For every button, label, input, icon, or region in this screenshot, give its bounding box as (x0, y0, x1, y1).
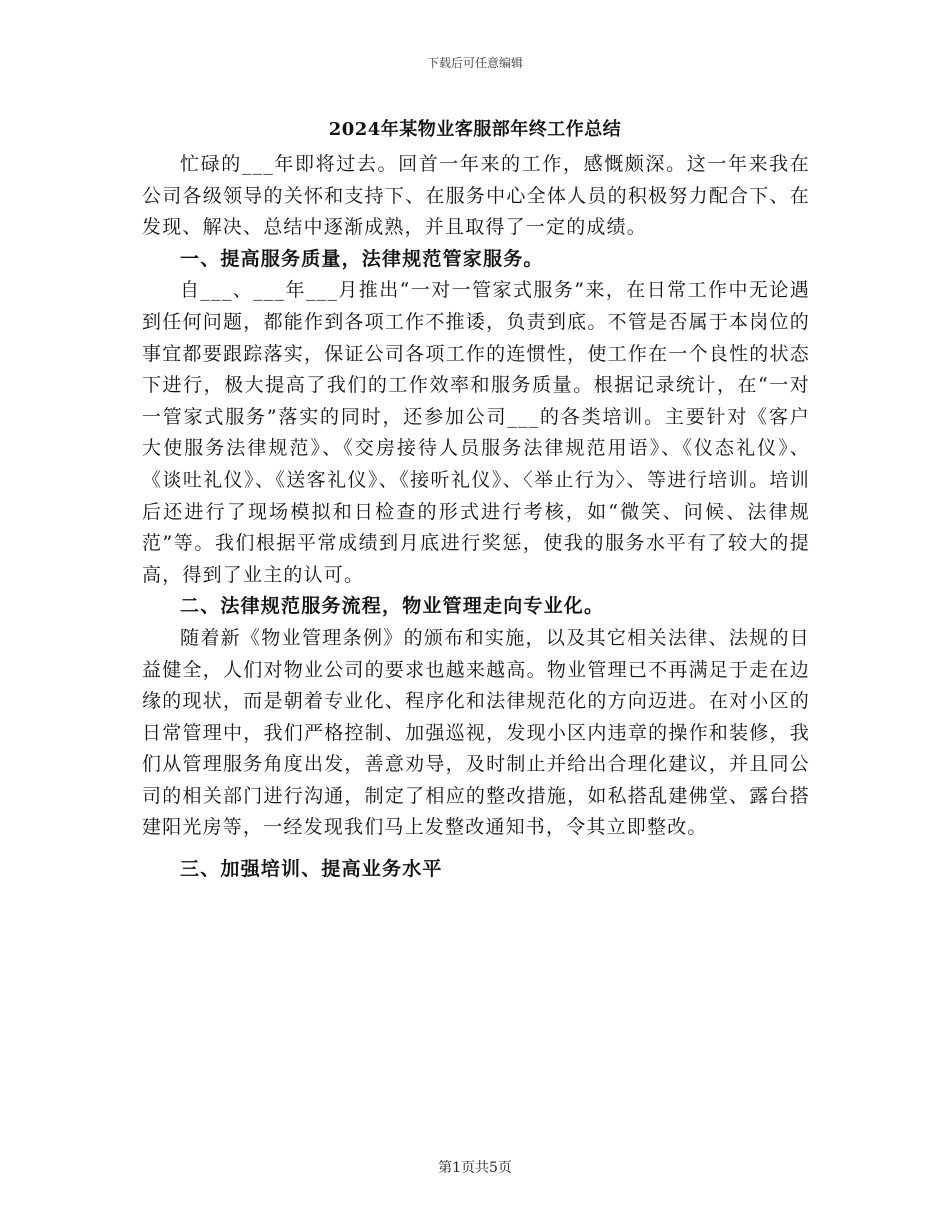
document-title: 2024年某物业客服部年终工作总结 (328, 119, 622, 140)
section-heading-1: 一、提高服务质量，法律规范管家服务。 (180, 247, 544, 270)
paragraph-intro: 忙碌的___年即将过去。回首一年来的工作，感慨颇深。这一年来我在公司各级领导的关怀和支持下、在服务中心全体人员的积极努力配合下、在发现、解决、总结中逐渐成熟，并且取得了一定的成绩。 (142, 153, 810, 239)
section-heading-3: 三、加强培训、提高业务水平 (180, 858, 443, 881)
paragraph-section-1: 自___、___年___月推出“一对一管家式服务”来，在日常工作中无论遇到任何问题，都能作到各项工作不推诿，负责到底。不管是否属于本岗位的事宜都要跟踪落实，保证公司各项工作的连惯性，使工作在一个良性的状态下进行，极大提高了我们的工作效率和服务质量。根据记录统计，在“一对一管家式服务”落实的同时，还参加公司___的各类培训。主要针对《客户大使服务法律规范》、《交房接待人员服务法律规范用语》、《仪态礼仪》、《谈吐礼仪》、《送客礼仪》、《接听礼仪》、〈举止行为〉、等进行培训。培训后还进行了现场模拟和日检查的形式进行考核，如“微笑、问候、法律规范”等。我们根据平常成绩到月底进行奖惩，使我的服务水平有了较大的提高，得到了业主的认可。 (142, 279, 810, 586)
header-note: 下载后可任意编辑 (426, 56, 523, 70)
section-heading-2: 二、法律规范服务流程，物业管理走向专业化。 (180, 595, 605, 618)
page-number: 第1页共5页 (438, 1160, 512, 1176)
document-body (142, 149, 810, 886)
paragraph-section-2: 随着新《物业管理条例》的颁布和实施，以及其它相关法律、法规的日益健全，人们对物业公司的要求也越来越高。物业管理已不再满足于走在边缘的现状，而是朝着专业化、程序化和法律规范化的方向迈进。在对小区的日常管理中，我们严格控制、加强巡视，发现小区内违章的操作和装修，我们从管理服务角度出发，善意劝导，及时制止并给出合理化建议，并且同公司的相关部门进行沟通，制定了相应的整改措施，如私搭乱建佛堂、露台搭建阳光房等，一经发现我们马上发整改通知书，令其立即整改。 (142, 626, 810, 839)
